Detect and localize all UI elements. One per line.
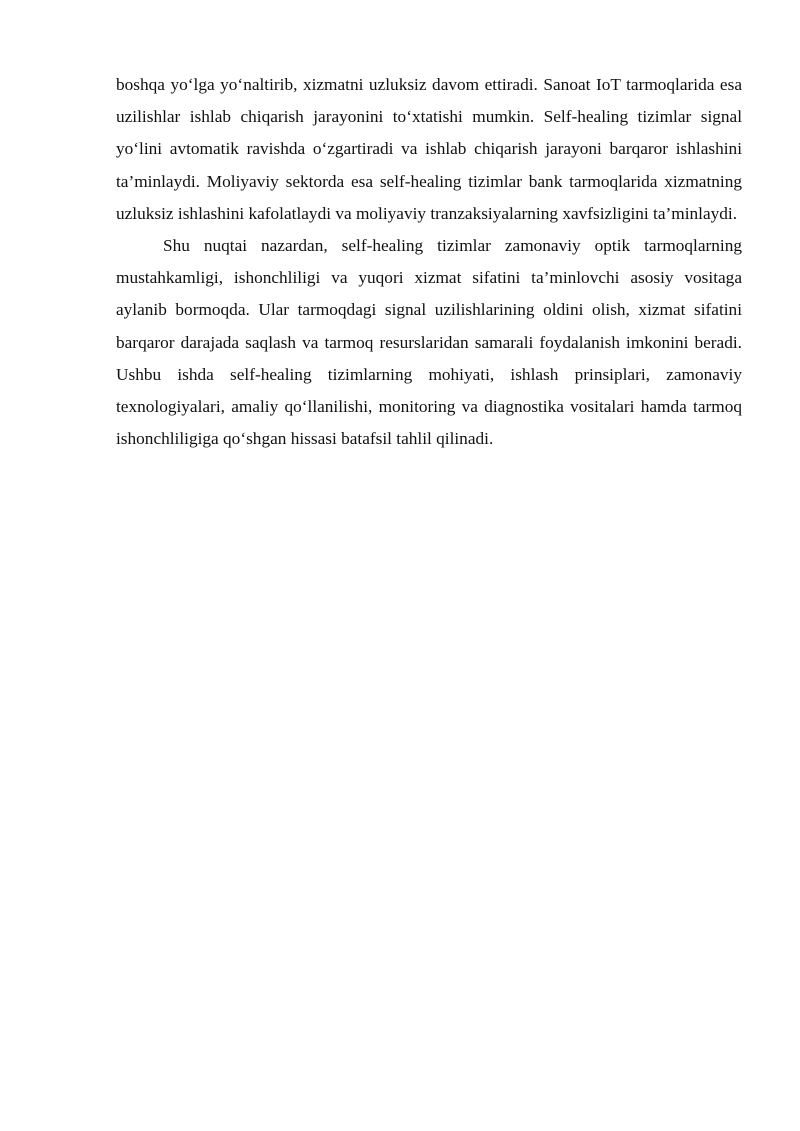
paragraph-1: boshqa yo‘lga yo‘naltirib, xizmatni uzluksiz davom ettiradi. Sanoat IoT tarmoqlarida esa uzilishlar ishlab chiqarish jarayonini to‘xtatishi mumkin. Self-healing tizimlar signal yo‘lini avtomatik ravishda o‘zgartiradi va ishlab chiqarish jarayoni barqaror ishlashini ta’minlaydi. Moliyaviy sektorda esa self-healing tizimlar bank tarmoqlarida xizmatning uzluksiz ishlashini kafolatlaydi va moliyaviy tranzaksiyalarning xavfsizligini ta’minlaydi. — [116, 75, 742, 223]
paragraph-2: Shu nuqtai nazardan, self-healing tizimlar zamonaviy optik tarmoqlarning mustahkamligi, ishonchliligi va yuqori xizmat sifatini ta’minlovchi asosiy vositaga aylanib bormoqda. Ular tarmoqdagi signal uzilishlarining oldini olish, xizmat sifatini barqaror darajada saqlash va tarmoq resurslaridan samarali foydalanish imkonini beradi. Ushbu ishda self-healing tizimlarning mohiyati, ishlash prinsiplari, zamonaviy texnologiyalari, amaliy qo‘llanilishi, monitoring va diagnostika vositalari hamda tarmoq ishonchliligiga qo‘shgan hissasi batafsil tahlil qilinadi. — [116, 236, 742, 449]
document-page — [116, 69, 742, 455]
